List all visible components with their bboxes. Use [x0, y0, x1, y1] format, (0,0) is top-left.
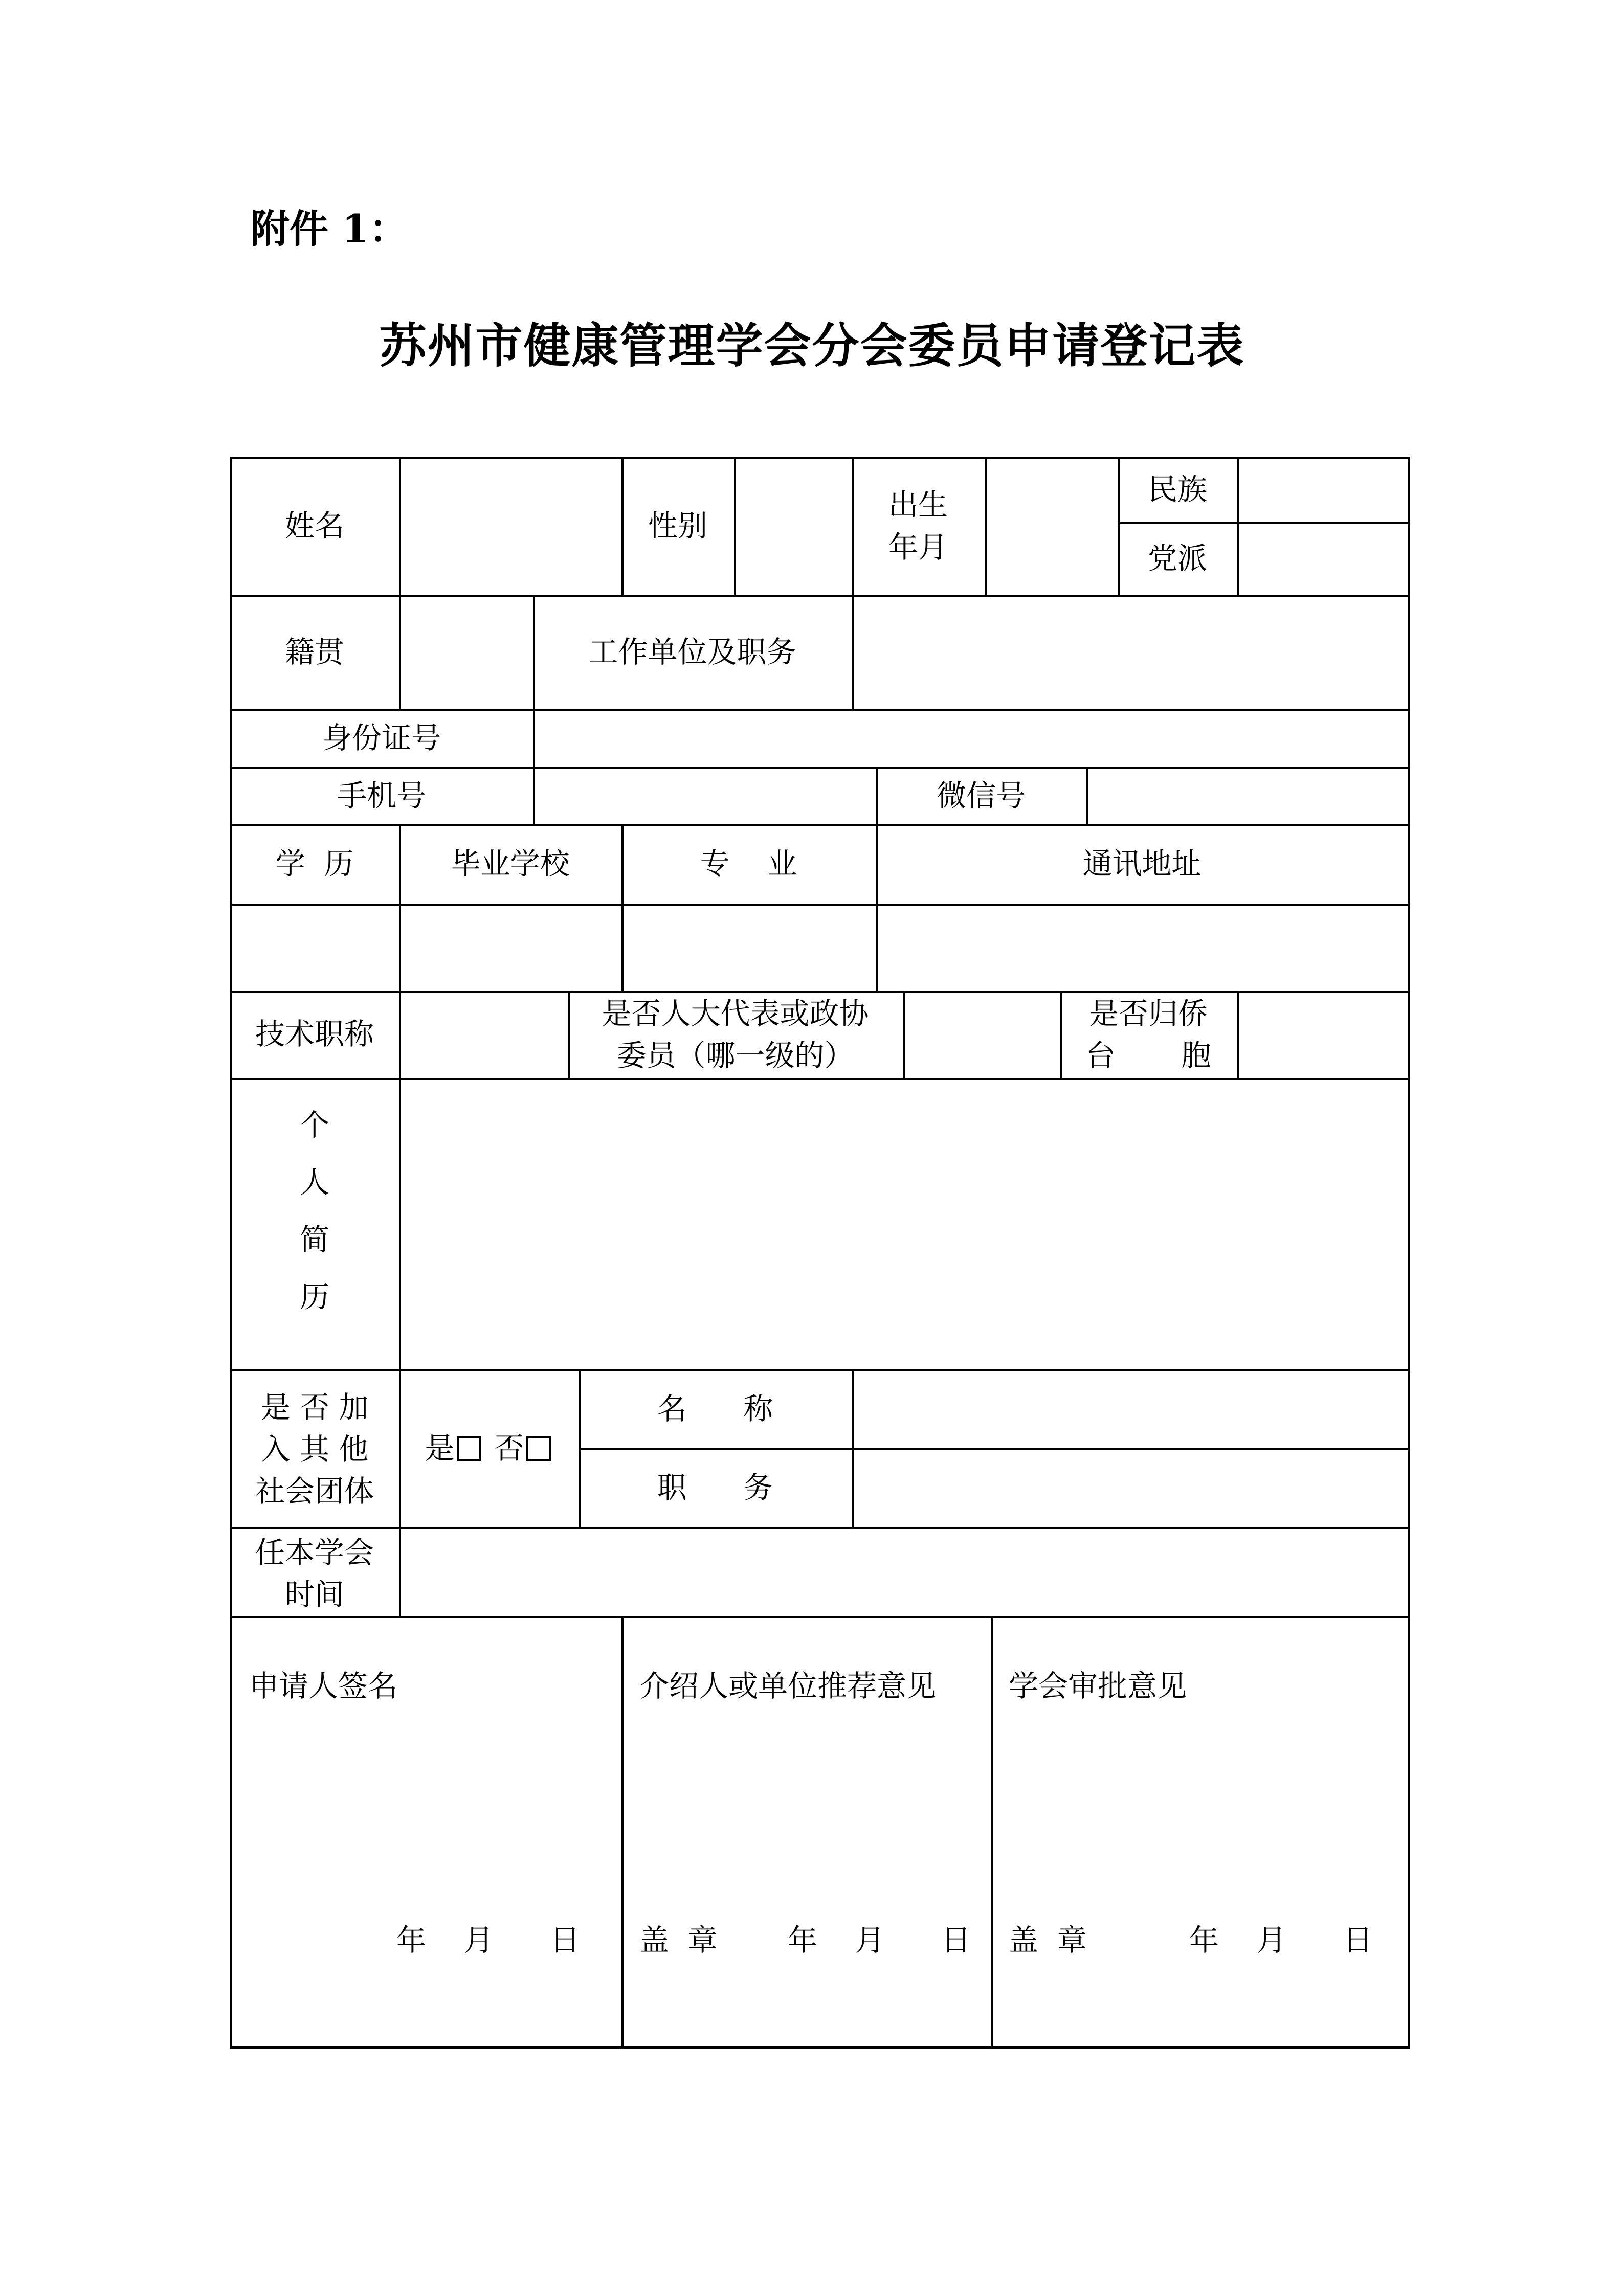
referrer-opinion-area[interactable]: [624, 1718, 989, 1912]
major-field[interactable]: [624, 906, 874, 988]
no-option-label: 否: [494, 1431, 524, 1466]
birth-field[interactable]: [987, 459, 1116, 593]
npc-label-line2: 委员（哪一级的）: [616, 1038, 854, 1073]
yes-option-label: 是: [425, 1431, 455, 1466]
party-field[interactable]: [1239, 524, 1406, 593]
resume-label-char1: 个: [299, 1108, 329, 1142]
phone-field[interactable]: [535, 769, 874, 822]
referrer-opinion-label: 介绍人或单位推荐意见: [639, 1669, 937, 1703]
form-title: 苏州市健康管理学会分会委员申请登记表: [379, 318, 1245, 373]
table-line: [1408, 457, 1410, 2049]
education-field[interactable]: [232, 906, 397, 988]
referrer-date: 年 月 日: [788, 1923, 971, 1957]
phone-label: 手机号: [337, 778, 426, 813]
resume-label-char3: 简: [299, 1222, 329, 1257]
org-name-label: 名 称: [657, 1391, 773, 1426]
overseas-field[interactable]: [1239, 993, 1406, 1076]
tenure-label-line1: 任本学会: [255, 1535, 374, 1570]
org-position-field[interactable]: [854, 1450, 1406, 1525]
party-label: 党派: [1147, 541, 1207, 576]
id-number-field[interactable]: [535, 711, 1406, 765]
other-org-label-line2: 入 其 他: [260, 1432, 369, 1467]
birth-label-line1: 出生: [888, 487, 948, 522]
applicant-sign-label: 申请人签名: [249, 1669, 398, 1703]
yes-no-options: [399, 1369, 579, 1527]
wechat-label: 微信号: [936, 778, 1026, 813]
address-field[interactable]: [878, 906, 1406, 988]
major-label: 专 业: [700, 846, 797, 882]
overseas-label-line1: 是否归侨: [1088, 996, 1208, 1031]
tech-title-field[interactable]: [401, 993, 566, 1076]
native-place-field[interactable]: [401, 597, 531, 707]
npc-label-line1: 是否人大代表或政协: [602, 996, 869, 1031]
org-position-label: 职 务: [657, 1470, 773, 1505]
birth-label-line2: 年月: [888, 530, 948, 565]
wechat-field[interactable]: [1088, 769, 1406, 822]
resume-label-char2: 人: [299, 1165, 329, 1200]
other-org-label-line3: 社会团体: [255, 1474, 374, 1509]
approval-opinion-area[interactable]: [993, 1718, 1406, 1912]
approval-stamp-label: 盖 章: [1009, 1923, 1087, 1957]
education-label: 学 历: [275, 846, 354, 882]
org-name-field[interactable]: [854, 1371, 1406, 1446]
gender-label: 性别: [648, 508, 707, 543]
npc-field[interactable]: [905, 993, 1058, 1076]
ethnicity-label: 民族: [1147, 471, 1207, 507]
work-unit-label: 工作单位及职务: [588, 634, 796, 669]
name-field[interactable]: [401, 459, 619, 593]
applicant-signature-area[interactable]: [232, 1718, 619, 1912]
attachment-label: 附件 1：: [251, 206, 408, 252]
overseas-label-line2: 台 胞: [1085, 1038, 1211, 1073]
work-unit-field[interactable]: [854, 597, 1406, 707]
school-field[interactable]: [401, 906, 619, 988]
tenure-field[interactable]: [401, 1529, 1406, 1614]
yes-checkbox[interactable]: [457, 1436, 481, 1461]
approval-date: 年 月 日: [1189, 1923, 1373, 1957]
resume-label-char4: 历: [299, 1279, 329, 1314]
resume-field[interactable]: [401, 1080, 1406, 1367]
native-place-label: 籍贯: [284, 634, 344, 669]
gender-field[interactable]: [736, 459, 850, 593]
approval-opinion-label: 学会审批意见: [1009, 1669, 1187, 1703]
tech-title-label: 技术职称: [255, 1017, 374, 1052]
ethnicity-field[interactable]: [1239, 459, 1406, 520]
table-line: [230, 2046, 1410, 2049]
name-label: 姓名: [284, 508, 344, 543]
address-label: 通讯地址: [1082, 846, 1202, 882]
no-checkbox[interactable]: [526, 1436, 551, 1461]
school-label: 毕业学校: [451, 846, 570, 882]
other-org-label-line1: 是 否 加: [260, 1390, 369, 1425]
id-number-label: 身份证号: [322, 721, 441, 756]
applicant-date: 年 月 日: [396, 1923, 580, 1957]
referrer-stamp-label: 盖 章: [639, 1923, 718, 1957]
table-line: [230, 1616, 1410, 1618]
tenure-label-line2: 时间: [284, 1577, 344, 1612]
